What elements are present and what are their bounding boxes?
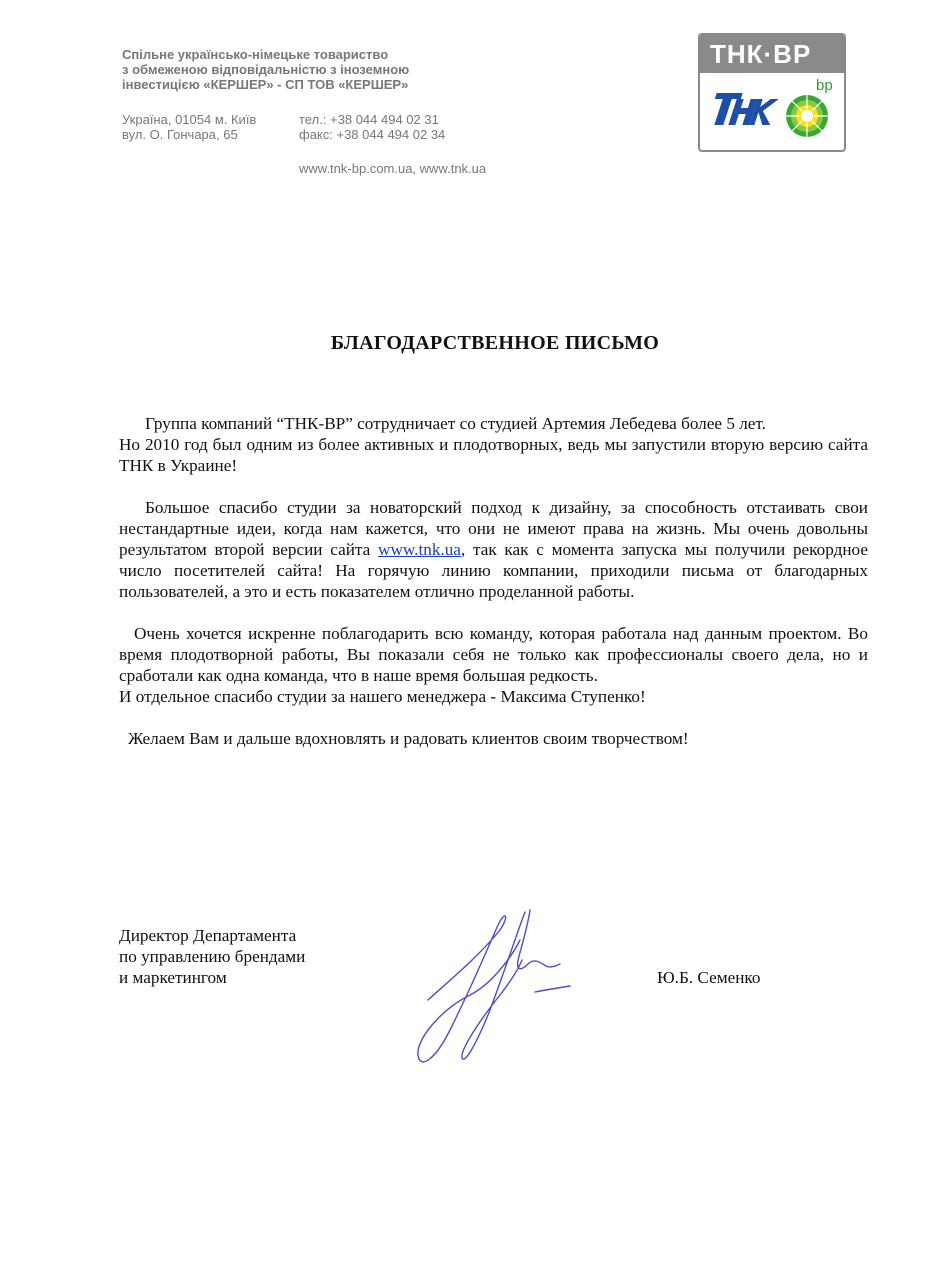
company-phones	[299, 112, 499, 142]
paragraph-3-text: Очень хочется искренне поблагодарить всю команду, которая работала над данным проектом. Во время плодотворной работы, Вы показали себя не только как профессионалы своего дела, но и сработали как одна команда, что в наше время большая редкость.	[119, 624, 868, 685]
address-line: вул. О. Гончара, 65	[122, 127, 238, 142]
paragraph-2	[119, 497, 868, 602]
signatory-position-line: по управлению брендами	[119, 947, 306, 966]
paragraph-4	[119, 728, 868, 749]
signatory-name: Ю.Б. Семенко	[657, 968, 761, 987]
company-name	[122, 47, 409, 92]
paragraph-1-line-1: Группа компаний “ТНК-ВР” сотрудничает со студией Артемия Лебедева более 5 лет.	[145, 414, 766, 433]
paragraph-1	[119, 413, 868, 476]
tnk-bp-logo	[698, 33, 846, 152]
address-line: Україна, 01054 м. Київ	[122, 112, 257, 127]
paragraph-3-line-2: И отдельное спасибо студии за нашего менеджера - Максима Ступенко!	[119, 687, 646, 706]
letter-body	[119, 413, 868, 770]
tnk-website-link[interactable]: www.tnk.ua	[378, 540, 461, 559]
handwritten-signature	[410, 900, 585, 1075]
logo-band	[700, 35, 844, 73]
logo-band-text: ТНК·ВР	[710, 39, 812, 69]
paragraph-1-rest: Но 2010 год был одним из более активных и плодотворных, ведь мы запустили вторую версию сайта ТНК в Украине!	[119, 435, 868, 475]
phone-number: тел.: +38 044 494 02 31	[299, 112, 439, 127]
company-line: з обмеженою відповідальністю з іноземною	[122, 62, 410, 77]
fax-number: факс: +38 044 494 02 34	[299, 127, 446, 142]
signatory-position-line: Директор Департамента	[119, 926, 297, 945]
signatory-position-line: и маркетингом	[119, 968, 227, 987]
letter-title: БЛАГОДАРСТВЕННОЕ ПИСЬМО	[330, 332, 660, 354]
tnk-emblem-icon	[712, 89, 778, 129]
bp-helios-icon	[784, 93, 830, 139]
paragraph-2-before-link: Большое спасибо студии за новаторский подход к дизайну, за способность отстаивать свои нестандартные идеи, когда нам кажется, что они не имеют права на жизнь. Мы очень довольны результатом второй версии сайта	[119, 498, 868, 559]
company-websites: www.tnk-bp.com.ua, www.tnk.ua	[299, 161, 487, 176]
paragraph-2-after-link: , так как с момента запуска мы получили рекордное число посетителей сайта! На горячую линию компании, приходили письма от благодарных пользователей, а это и есть показателем отлично проделанной работы.	[119, 540, 868, 601]
signatory-position	[119, 925, 305, 988]
paragraph-3	[119, 623, 868, 707]
company-line: інвестицією «КЕРШЕР» - СП ТОВ «КЕРШЕР»	[122, 77, 409, 92]
company-line: Спільне українсько-німецьке товариство	[122, 47, 389, 62]
bp-wordmark: bp	[816, 77, 833, 94]
company-address	[122, 112, 292, 142]
paragraph-4-text: Желаем Вам и дальше вдохновлять и радовать клиентов своим творчеством!	[128, 729, 689, 748]
